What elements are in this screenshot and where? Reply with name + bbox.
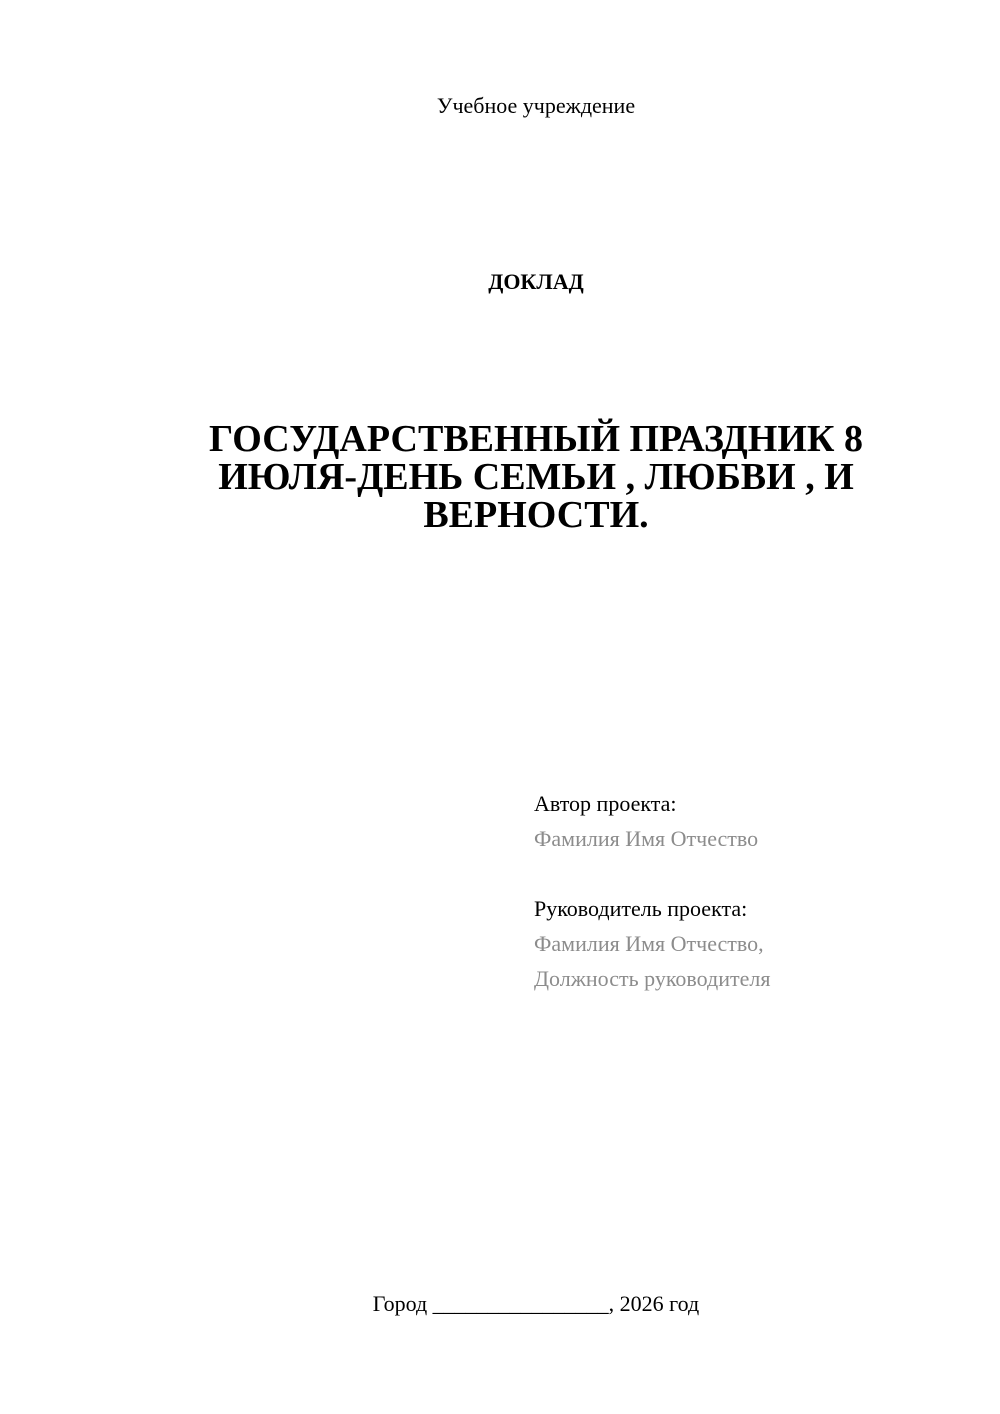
supervisor-label: Руководитель проекта: bbox=[534, 896, 748, 921]
author-block bbox=[534, 786, 758, 856]
city-year-line: Город ________________, 2026 год bbox=[372, 1291, 700, 1316]
document-type: ДОКЛАД bbox=[488, 269, 584, 294]
supervisor-position: Должность руководителя bbox=[534, 966, 771, 991]
author-label: Автор проекта: bbox=[534, 791, 677, 816]
supervisor-name: Фамилия Имя Отчество, bbox=[534, 931, 764, 956]
title-line-1: ГОСУДАРСТВЕННЫЙ ПРАЗДНИК 8 bbox=[209, 418, 863, 460]
institution-name: Учебное учреждение bbox=[436, 93, 636, 118]
document-title bbox=[200, 420, 872, 534]
title-line-3: ВЕРНОСТИ. bbox=[423, 494, 649, 536]
supervisor-block bbox=[534, 891, 770, 996]
title-line-2: ИЮЛЯ-ДЕНЬ СЕМЬИ , ЛЮБВИ , И bbox=[218, 456, 854, 498]
author-name: Фамилия Имя Отчество bbox=[534, 826, 759, 851]
